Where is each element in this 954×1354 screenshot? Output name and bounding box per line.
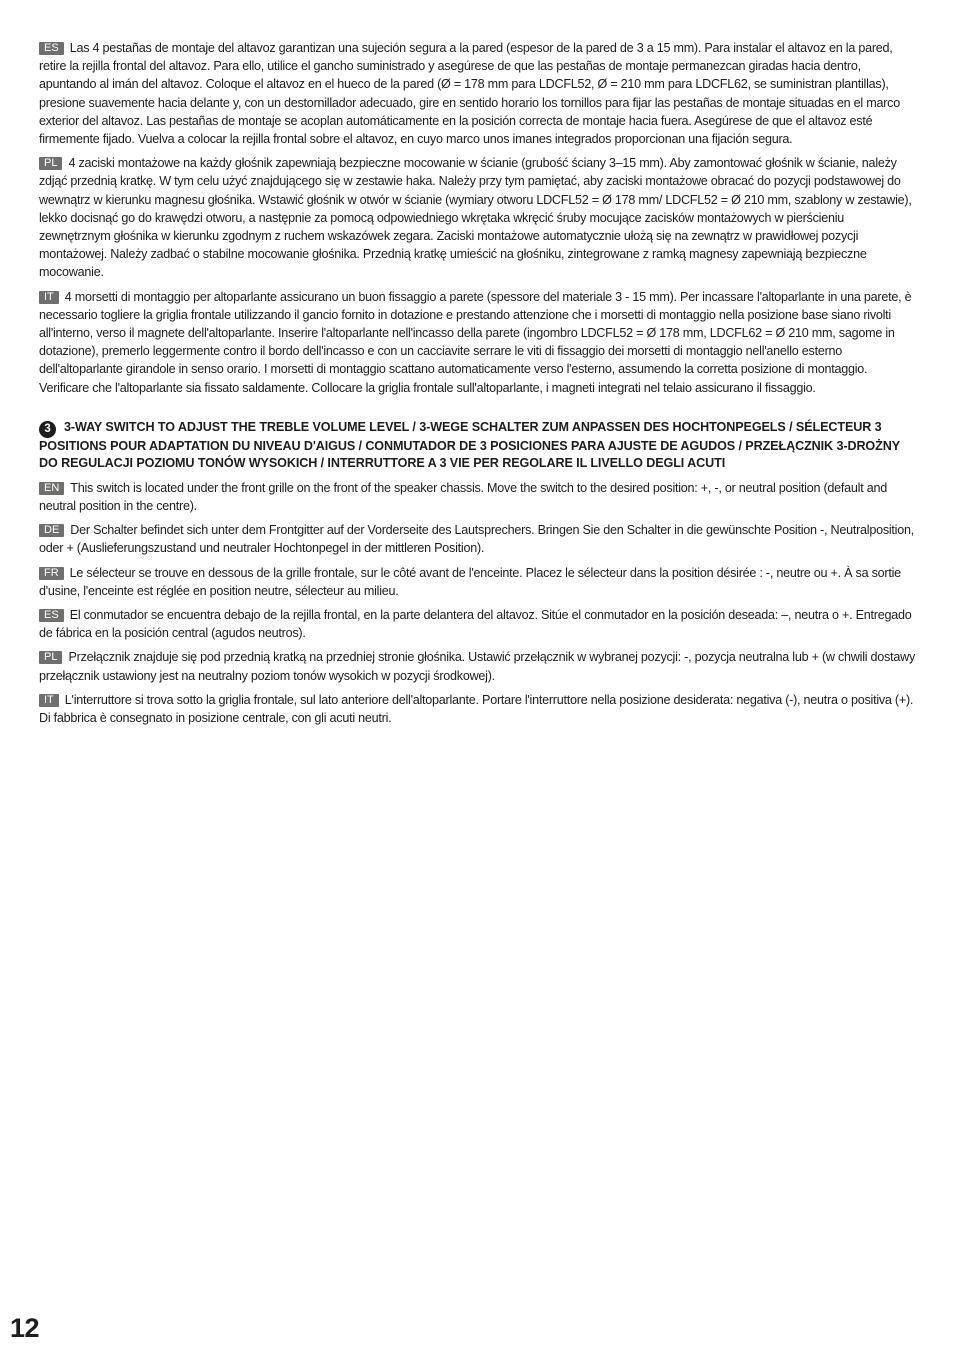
- paragraph-it-mounting: [39, 288, 915, 397]
- language-badge-it: IT: [39, 291, 59, 304]
- paragraph-it-switch: [39, 691, 915, 727]
- paragraph-en-switch: [39, 479, 915, 515]
- paragraph-text: 4 zaciski montażowe na każdy głośnik zapewniają bezpieczne mocowanie w ścianie (grubość ściany 3–15 mm). Aby zamontować głośnik w ścianie, należy zdjąć przednią kratkę. W tym celu użyć znajdującego się w zestawie haka. Należy przy tym pamiętać, aby zaciski montażowe obracać do pozycji podstawowej do wewnątrz w kierunku magnesu głośnika. Wstawić głośnik w otwór w ścianie (wymiary otworu LDCFL52 = Ø 178 mm/ LDCFL52 = Ø 210 mm, szablony w zestawie), lekko docisnąć go do krawędzi otworu, a następnie za pomocą odpowiedniego wkrętaka wkręcić śruby mocujące zacisków montażowych w pierścieniu zewnętrznym głośnika w kierunku zgodnym z ruchem wskazówek zegara. Zaciski montażowe automatycznie ułożą się na zewnątrz w prawidłowej pozycji montażowej. Należy zadbać o stabilne mocowanie głośnika. Przednią kratkę umieścić na głośniku, zintegrowane z ramką magnesy zapewniają bezpieczne mocowanie.: [39, 156, 912, 280]
- paragraph-pl-switch: [39, 648, 915, 684]
- paragraph-text: 4 morsetti di montaggio per altoparlante assicurano un buon fissaggio a parete (spessore del materiale 3 - 15 mm). Per incassare l'altoparlante in una parete, è necessario togliere la griglia frontale utilizzando il gancio fornito in dotazione e prestando attenzione che i morsetti di montaggio nella posizione base siano rivolti all'interno, verso il magnete dell'altoparlante. Inserire l'altoparlante nell'incasso della parete (ingombro LDCFL52 = Ø 178 mm, LDCFL62 = Ø 210 mm, sagome in dotazione), premerlo leggermente contro il bordo dell'incasso e con un cacciavite serrare le viti di fissaggio dei morsetti di montaggio nell'anello esterno dell'altoparlante girandole in senso orario. I morsetti di montaggio scattano automaticamente verso l'esterno, assumendo la corretta posizione di montaggio. Verificare che l'altoparlante sia fissato saldamente. Collocare la griglia frontale sull'altoparlante, i magneti integrati nel telaio assicurano il fissaggio.: [39, 289, 912, 395]
- section-heading: [39, 419, 915, 473]
- paragraph-text: Las 4 pestañas de montaje del altavoz garantizan una sujeción segura a la pared (espesor de la pared de 3 a 15 mm). Para instalar el altavoz en la pared, retire la rejilla frontal del altavoz. Para ello, utilice el gancho suministrado y asegúrese de que las pestañas de montaje permanezcan giradas hacia dentro, apuntando al imán del altavoz. Coloque el altavoz en el hueco de la pared (Ø = 178 mm para LDCFL52, Ø = 210 mm para LDCFL62, se suministran plantillas), presione suavemente hacia delante y, con un destornillador adecuado, gire en sentido horario los tornillos para fijar las pestañas de montaje situadas en el marco exterior del altavoz. Las pestañas de montaje se acoplan automáticamente en la posición correcta de montaje hacia fuera. Asegúrese de que el altavoz esté firmemente fijado. Vuelva a colocar la rejilla frontal sobre el altavoz, en cuyo marco unos imanes integrados proporcionan una fijación segura.: [39, 41, 900, 147]
- paragraph-de-switch: [39, 521, 915, 557]
- page-number: 12: [10, 1313, 40, 1343]
- paragraph-text: El conmutador se encuentra debajo de la rejilla frontal, en la parte delantera del altavoz. Sitúe el conmutador en la posición deseada: –, neutra o +. Entregado de fábrica en la posición central (agudos neutros).: [39, 608, 912, 641]
- paragraph-text: Der Schalter befindet sich unter dem Frontgitter auf der Vorderseite des Lautsprechers. Bringen Sie den Schalter in die gewünschte Position -, Neutralposition, oder + (Auslieferungszustand und neutraler Hochtonpegel in der mittleren Position).: [39, 523, 914, 556]
- paragraph-es-mounting: [39, 39, 915, 148]
- page-content: [39, 39, 915, 733]
- paragraph-fr-switch: [39, 564, 915, 600]
- paragraph-es-switch: [39, 606, 915, 642]
- language-badge-es: ES: [39, 42, 64, 55]
- section-3-switch: [39, 419, 915, 727]
- section-heading-text: 3-WAY SWITCH TO ADJUST THE TREBLE VOLUME LEVEL / 3-WEGE SCHALTER ZUM ANPASSEN DES HOCHTONPEGELS / SÉLECTEUR 3 POSITIONS POUR ADAPTATION DU NIVEAU D'AIGUS / CONMUTADOR DE 3 POSICIONES PARA AJUSTE DE AGUDOS / PRZEŁĄCZNIK 3-DROŻNY DO REGULACJI POZIOMU TONÓW WYSOKICH / INTERRUTTORE A 3 VIE PER REGOLARE IL LIVELLO DEGLI ACUTI: [39, 419, 900, 471]
- language-badge-pl: PL: [39, 651, 62, 664]
- language-badge-fr: FR: [39, 567, 64, 580]
- section-number-badge: 3: [39, 421, 56, 438]
- paragraph-text: Przełącznik znajduje się pod przednią kratką na przedniej stronie głośnika. Ustawić przełącznik w wybranej pozycji: -, pozycja neutralna lub + (w chwili dostawy przełącznik ustawiony jest na neutralny poziom tonów wysokich w pozycji środkowej).: [39, 650, 915, 683]
- language-badge-it: IT: [39, 694, 59, 707]
- paragraph-text: This switch is located under the front grille on the front of the speaker chassis. Move the switch to the desired position: +, -, or neutral position (default and neutral position in the centre).: [39, 480, 887, 514]
- language-badge-de: DE: [39, 524, 64, 537]
- paragraph-pl-mounting: [39, 154, 915, 281]
- language-badge-pl: PL: [39, 157, 62, 170]
- paragraph-text: L'interruttore si trova sotto la griglia frontale, sul lato anteriore dell'altoparlante. Portare l'interruttore nella posizione desiderata: negativa (-), neutra o positiva (+). Di fabbrica è consegnato in posizione centrale, con gli acuti neutri.: [39, 692, 914, 726]
- paragraph-text: Le sélecteur se trouve en dessous de la grille frontale, sur le côté avant de l'enceinte. Placez le sélecteur dans la position désirée : -, neutre ou +. À sa sortie d'usine, l'enceinte est réglée en position neutre, sélecteur au milieu.: [39, 565, 901, 598]
- language-badge-en: EN: [39, 482, 64, 495]
- language-badge-es: ES: [39, 609, 64, 622]
